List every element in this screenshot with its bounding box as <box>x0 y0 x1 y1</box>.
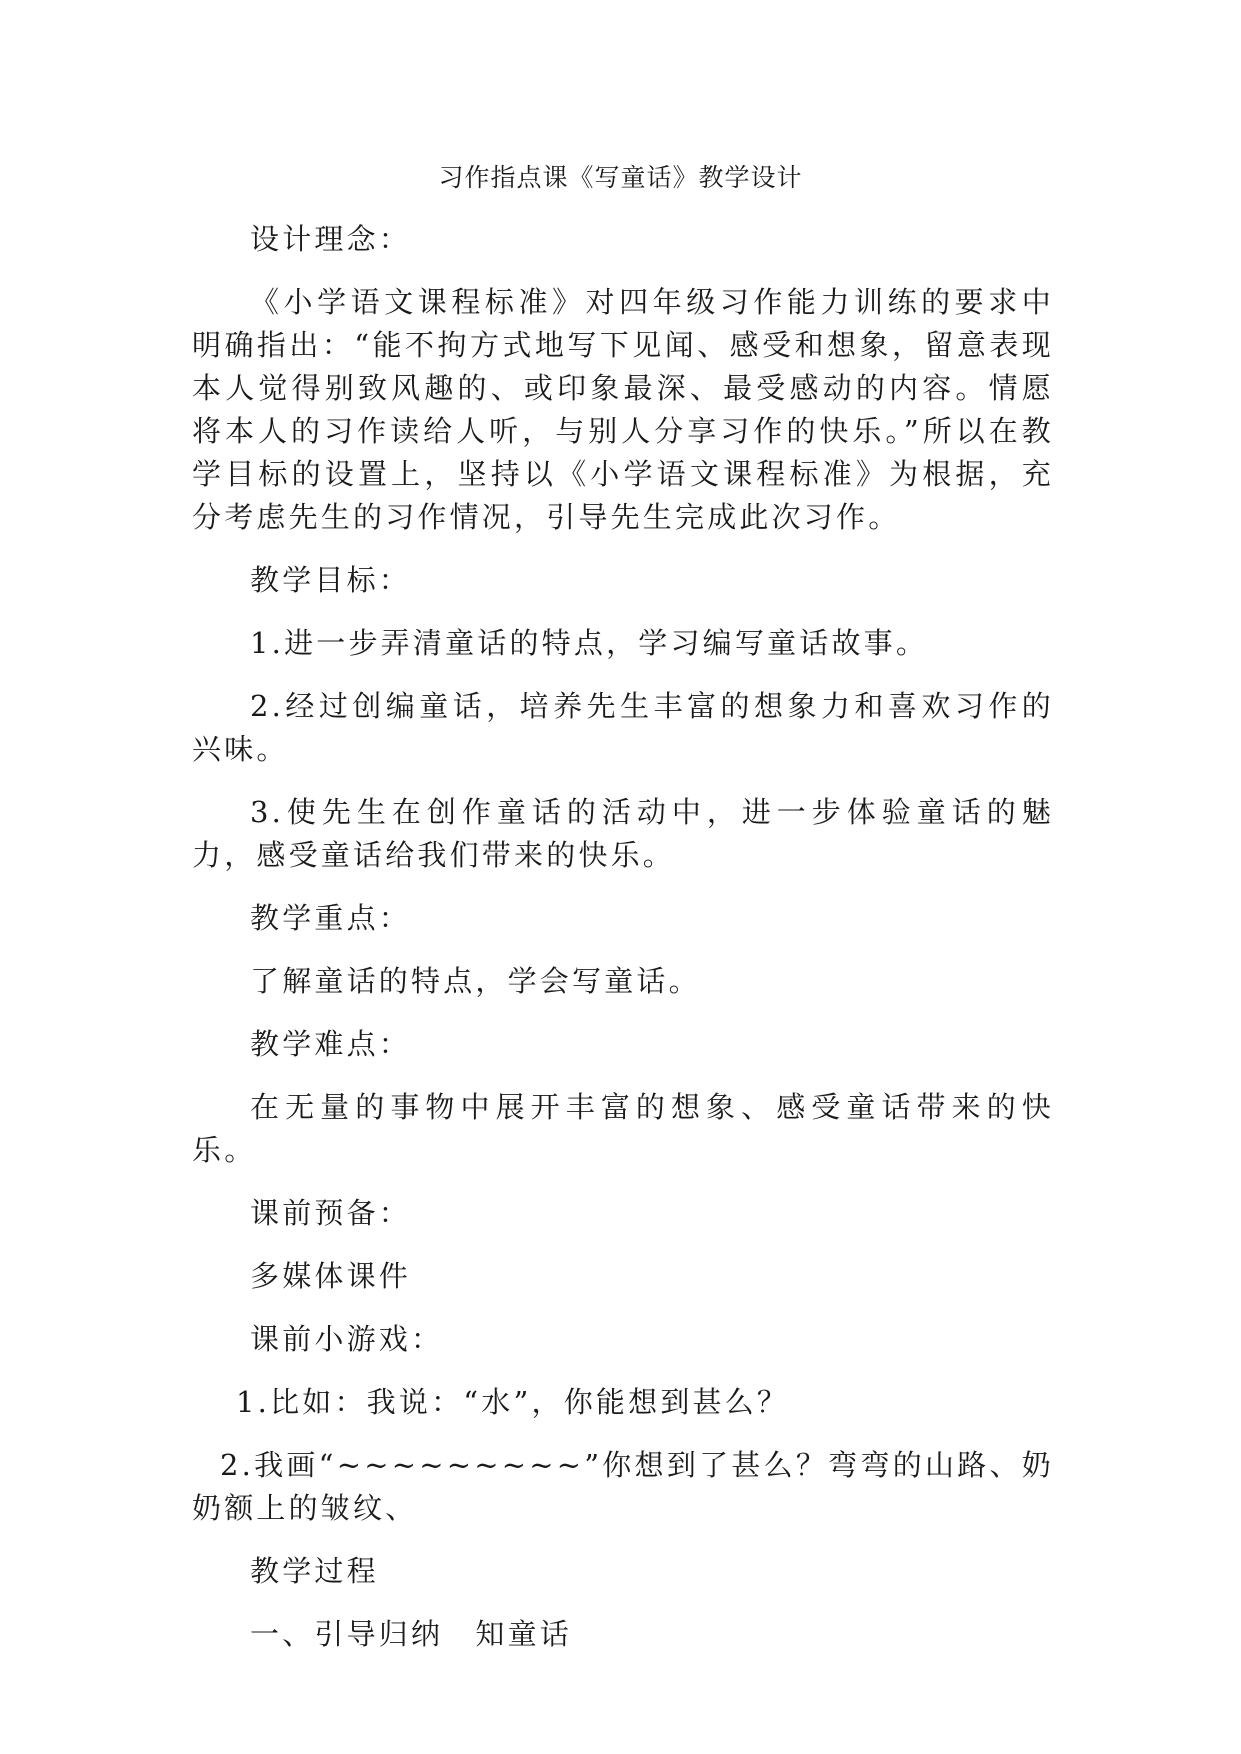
heading-warmup-game: 课前小游戏： <box>250 1322 444 1356</box>
paragraph-key-points: 了解童话的特点，学会写童话。 <box>250 964 701 998</box>
goal-item-1: 1.进一步弄清童话的特点，学习编写童话故事。 <box>250 626 929 660</box>
paragraph-difficulties: 在无量的事物中展开丰富的想象、感受童话带来的快乐。 <box>192 1090 1054 1167</box>
heading-preparation: 课前预备： <box>250 1196 412 1230</box>
game-item-1: 1.比如：我说：“水”，你能想到甚么？ <box>236 1385 790 1419</box>
game-item-2: 2.我画“~~~~~~~~~”你想到了甚么？弯弯的山路、奶奶额上的皱纹、 <box>192 1448 1054 1525</box>
goal-item-2: 2.经过创编童话，培养先生丰富的想象力和喜欢习作的兴味。 <box>192 689 1054 766</box>
heading-key-points: 教学重点： <box>250 901 412 935</box>
document-body <box>192 218 1054 1656</box>
paragraph-preparation: 多媒体课件 <box>250 1259 412 1293</box>
heading-teaching-goals: 教学目标： <box>250 563 412 597</box>
heading-design-concept: 设计理念： <box>250 222 412 256</box>
heading-difficulties: 教学难点： <box>250 1027 412 1061</box>
goal-item-3: 3.使先生在创作童话的活动中，进一步体验童话的魅力，感受童话给我们带来的快乐。 <box>192 795 1054 872</box>
paragraph-design-concept: 《小学语文课程标准》对四年级习作能力训练的要求中明确指出：“能不拘方式地写下见闻、感受和想象，留意表现本人觉得别致风趣的、或印象最深、最受感动的内容。情愿将本人的习作读给人听，与别人分享习作的快乐。”所以在教学目标的设置上，坚持以《小学语文课程标准》为根据，充分考虑先生的习作情况，引导先生完成此次习作。 <box>192 285 1054 534</box>
heading-teaching-process: 教学过程 <box>250 1554 379 1588</box>
document-title: 习作指点课《写童话》教学设计 <box>438 163 803 192</box>
section-one-heading: 一、引导归纳 知童话 <box>250 1617 573 1651</box>
